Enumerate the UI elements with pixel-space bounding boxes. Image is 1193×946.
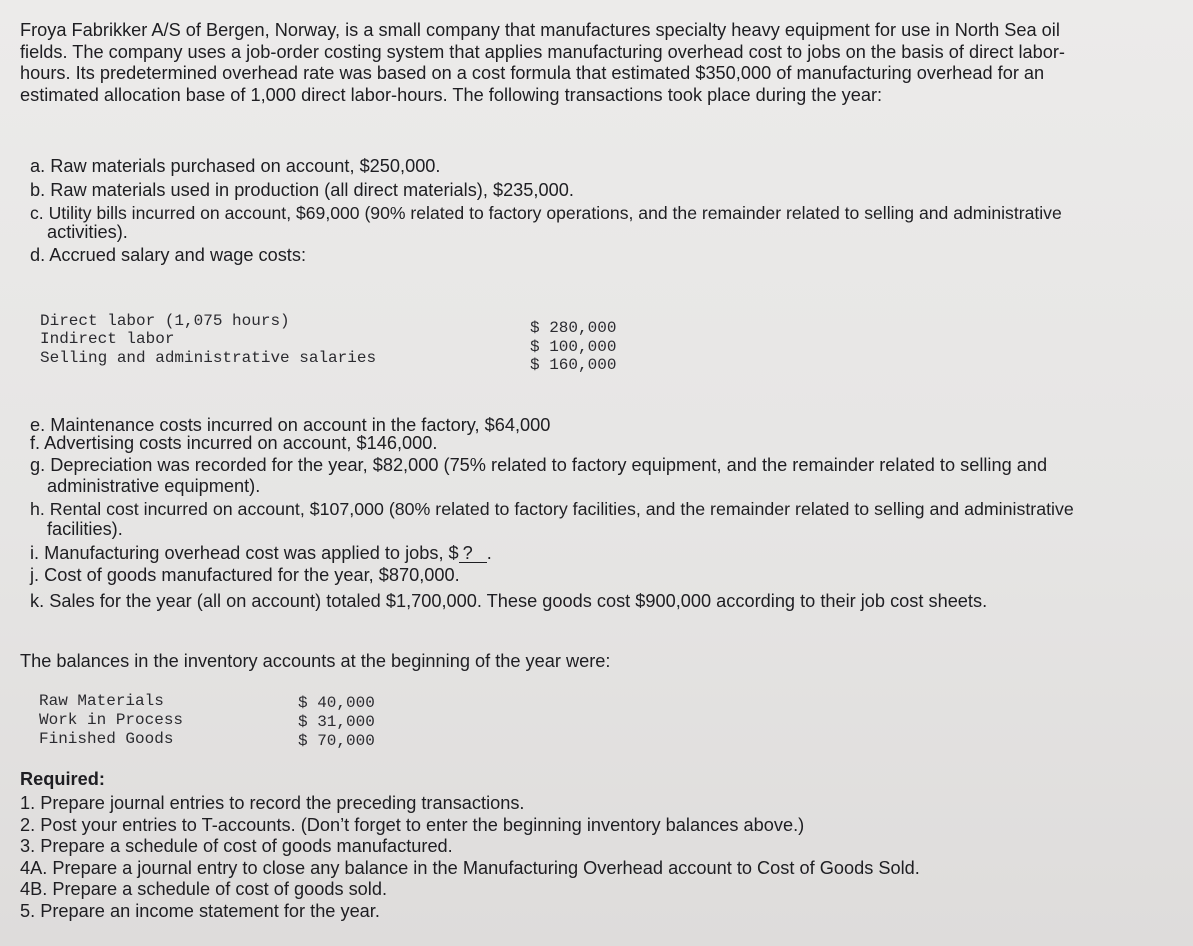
transaction-i-text: i. Manufacturing overhead cost was applied to jobs, $ — [30, 543, 459, 563]
transaction-c-continued: activities). — [47, 222, 128, 242]
required-item: 3. Prepare a schedule of cost of goods manufactured. — [20, 836, 453, 856]
inventory-intro: The balances in the inventory accounts at the beginning of the year were: — [20, 651, 611, 671]
transaction-h-continued: facilities). — [47, 519, 123, 539]
salary-label: Direct labor (1,075 hours) — [40, 312, 290, 330]
required-item: 2. Post your entries to T-accounts. (Don’t forget to enter the beginning inventory balances above.) — [20, 815, 805, 835]
inventory-value: $ 40,000 — [298, 694, 375, 712]
transaction-f: f. Advertising costs incurred on account, $146,000. — [30, 433, 438, 453]
salary-value: $ 160,000 — [530, 356, 617, 374]
required-heading: Required: — [20, 769, 105, 789]
intro-paragraph — [20, 20, 1180, 106]
salary-value: $ 100,000 — [530, 338, 617, 356]
transaction-i — [30, 543, 492, 564]
required-item: 4A. Prepare a journal entry to close any balance in the Manufacturing Overhead account to Cost of Goods Sold. — [20, 858, 920, 878]
required-item: 1. Prepare journal entries to record the preceding transactions. — [20, 793, 525, 813]
transaction-k: k. Sales for the year (all on account) totaled $1,700,000. These goods cost $900,000 according to their job cost sheets. — [30, 591, 988, 611]
transaction-c: c. Utility bills incurred on account, $69,000 (90% related to factory operations, and the remainder related to selling and administrative — [30, 203, 1062, 223]
transaction-i-suffix: . — [486, 543, 492, 563]
intro-line: estimated allocation base of 1,000 direct labor-hours. The following transactions took place during the year: — [20, 84, 883, 105]
intro-line: Froya Fabrikker A/S of Bergen, Norway, is a small company that manufactures specialty heavy equipment for use in North Sea oil — [20, 20, 1060, 40]
transaction-e: e. Maintenance costs incurred on account in the factory, $64,000 — [30, 415, 551, 435]
salary-label: Selling and administrative salaries — [40, 349, 377, 367]
inventory-label: Raw Materials — [39, 692, 164, 710]
transaction-g: g. Depreciation was recorded for the year, $82,000 (75% related to factory equipment, and the remainder related to selling and — [30, 455, 1048, 475]
intro-line: hours. Its predetermined overhead rate was based on a cost formula that estimated $350,000 of manufacturing overhead for an — [20, 63, 1045, 83]
transaction-h: h. Rental cost incurred on account, $107,000 (80% related to factory facilities, and the remainder related to selling and administrative — [30, 499, 1074, 519]
transaction-b: b. Raw materials used in production (all direct materials), $235,000. — [30, 180, 574, 200]
inventory-label: Finished Goods — [39, 730, 174, 748]
salary-value: $ 280,000 — [530, 319, 617, 337]
transaction-a: a. Raw materials purchased on account, $250,000. — [30, 156, 441, 176]
intro-line: fields. The company uses a job-order costing system that applies manufacturing overhead cost to jobs on the basis of direct labor- — [20, 41, 1065, 62]
inventory-value: $ 31,000 — [298, 713, 375, 731]
required-item: 5. Prepare an income statement for the year. — [20, 901, 380, 921]
required-item: 4B. Prepare a schedule of cost of goods sold. — [20, 879, 388, 899]
inventory-value: $ 70,000 — [298, 732, 375, 750]
inventory-label: Work in Process — [39, 711, 184, 729]
transaction-j: j. Cost of goods manufactured for the year, $870,000. — [30, 565, 460, 585]
answer-blank: ? — [459, 544, 487, 563]
transaction-d: d. Accrued salary and wage costs: — [30, 245, 306, 265]
salary-label: Indirect labor — [40, 330, 175, 348]
transaction-g-continued: administrative equipment). — [47, 476, 261, 496]
